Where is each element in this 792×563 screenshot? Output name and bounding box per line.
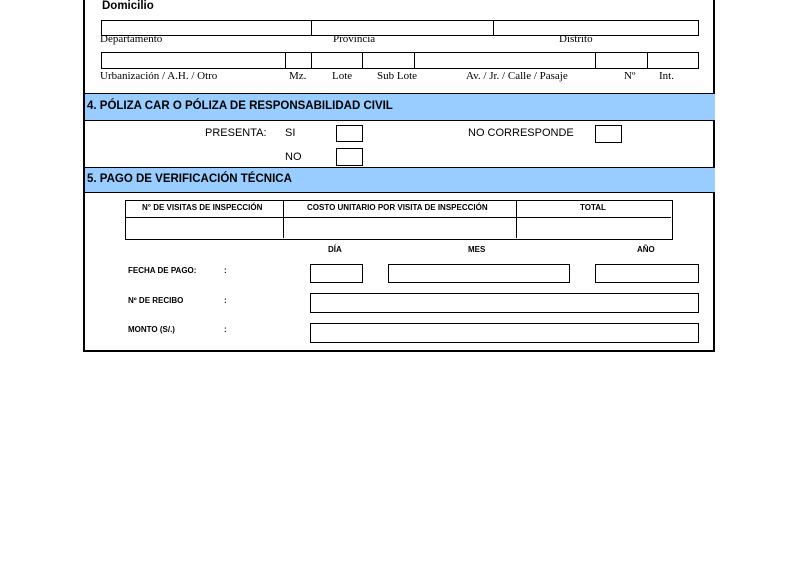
distrito-field[interactable] [493, 20, 698, 36]
lote-field[interactable] [311, 52, 361, 69]
recibo-colon: : [224, 296, 227, 305]
section4-title: 4. PÓLIZA CAR O PÓLIZA DE RESPONSABILIDAD CIVIL [85, 93, 715, 121]
mz-label: Mz. [289, 70, 307, 82]
mz-field[interactable] [285, 52, 310, 69]
interior-label: Int. [659, 70, 674, 82]
costo-unitario-cell[interactable] [284, 218, 516, 238]
dia-header: DÍA [328, 245, 342, 254]
visitas-header: N° DE VISITAS DE INSPECCIÓN [142, 203, 263, 212]
anio-header: AÑO [637, 245, 655, 254]
no-corresponde-checkbox[interactable] [595, 125, 622, 143]
presenta-label: PRESENTA: [205, 127, 267, 139]
numero-label: Nº [624, 70, 636, 82]
fecha-pago-label: FECHA DE PAGO: [128, 266, 197, 275]
monto-colon: : [224, 325, 227, 334]
lote-label: Lote [332, 70, 353, 82]
sub-lote-field[interactable] [362, 52, 413, 69]
provincia-label: Provincia [333, 33, 376, 45]
costo-unitario-header: COSTO UNITARIO POR VISITA DE INSPECCIÓN [307, 203, 488, 212]
recibo-label: Nº DE RECIBO [128, 296, 184, 305]
domicilio-heading: Domicilio [102, 0, 154, 12]
mes-header: MES [468, 245, 486, 254]
si-label: SI [285, 127, 296, 139]
dia-field[interactable] [310, 264, 363, 283]
recibo-field[interactable] [310, 293, 699, 313]
departamento-label: Departamento [100, 33, 163, 45]
distrito-label: Distrito [559, 33, 593, 45]
no-label: NO [285, 151, 302, 163]
numero-field[interactable] [595, 52, 646, 69]
monto-field[interactable] [310, 323, 699, 343]
total-header: TOTAL [580, 203, 606, 212]
no-corresponde-label: NO CORRESPONDE [468, 127, 574, 139]
si-checkbox[interactable] [336, 125, 363, 142]
no-checkbox[interactable] [336, 148, 363, 166]
monto-label: MONTO (S/.) [128, 325, 175, 334]
urbanizacion-label: Urbanización / A.H. / Otro [100, 70, 218, 82]
mes-field[interactable] [388, 264, 570, 283]
fecha-colon: : [224, 266, 227, 275]
sub-lote-label: Sub Lote [377, 70, 418, 82]
visitas-cell[interactable] [127, 218, 282, 238]
section5-title: 5. PAGO DE VERIFICACIÓN TÉCNICA [85, 167, 715, 193]
total-cell[interactable] [518, 218, 671, 238]
anio-field[interactable] [595, 264, 699, 283]
urbanizacion-field[interactable] [101, 52, 284, 69]
via-label: Av. / Jr. / Calle / Pasaje [466, 70, 568, 82]
via-field[interactable] [414, 52, 594, 69]
interior-field[interactable] [647, 52, 698, 69]
